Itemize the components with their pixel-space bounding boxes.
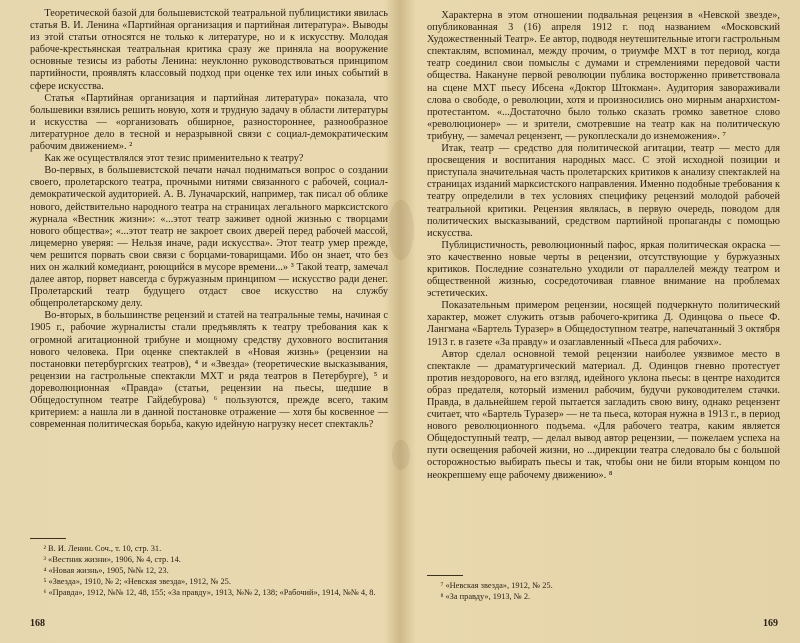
paragraph: Характерна в этом отношении подвальная рецензия в «Невской звезде», опубликованная 3 (16) апреля 1912 г. под названием «Московский Художественный Театр». Ее автор, подводя неутешительные итоги гастрольным спектаклям, вспоминал, между прочим, о триумфе МХТ в тот период, когда театр соединил свои помыслы с думами и стремлениями передовой части общества. Накануне первой революции публика восторженно приветствовала на сцене МХТ пьесу Ибсена «Доктор Штокман». Аудитория завораживали слова о свободе, о революции, хотя и произносились оно мирным анархистом-протестантом. «...Достаточно было только сказать громко заветное слово «революционер» — и зрители, смотревшие на театр как на политическую трибуну, — замечал рецензент, — рукоплескали до изнеможения». ⁷: [427, 10, 780, 142]
footnote: ⁵ «Звезда», 1910, № 2; «Невская звезда», 1912, № 25.: [43, 577, 231, 586]
right-page: [405, 0, 800, 643]
paragraph: Как же осуществлялся этот тезис применительно к театру?: [44, 153, 304, 165]
footnote-rule: [30, 538, 66, 539]
paragraph: Статья «Партийная организация и партийная литература» показала, что большевики взялись решить новую, хотя и трудную задачу в области литературы и искусства — «организовать обширное, разностороннее, разнообразное литературное дело в тесной и неразрывной связи с социал-демократическим рабочим движением». ²: [30, 92, 388, 153]
right-page-body: [427, 10, 780, 482]
footnote: ³ «Вестник жизни», 1906, № 4, стр. 14.: [43, 555, 181, 564]
footnote: ⁸ «За правду», 1913, № 2.: [440, 592, 531, 601]
paragraph: Автор сделал основной темой рецензии наиболее уязвимое место в спектакле — драматургический материал. Д. Одинцов гневно протестует против нездорового, на его взгляд, идейного уклона пьесы: в центре находится образ предателя, который изменил рабочим, будучи руководителем стачки. Правда, в дальнейшем герой пытается загладить свою вину, однако рецензент считает, что «Бартель Туразер» — не та пьеса, которая нужна в 1913 г., в период нового революционного подъема. «Для рабочего театра, каким является Общедоступный театр, — делал вывод автор рецензии, — пожелаем успеха на пути освещения рабочей жизни, но ...дирекции театра следовало бы с большой осторожностью выбирать пьесы и так, чтобы они не били вторым концом по неокрепшему еще рабочему движению». ⁸: [427, 348, 780, 481]
page-number: 169: [763, 618, 778, 629]
footnote: ² В. И. Ленин. Соч., т. 10, стр. 31.: [43, 544, 162, 553]
page-number: 168: [30, 618, 45, 629]
left-page-body: [30, 8, 388, 431]
paragraph: Во-вторых, в большинстве рецензий и статей на театральные темы, начиная с 1905 г., рабочие журналисты стали предъявлять к театру требования как к огромной агитационной трибуне и мощному средству духовного воспитания нового человека. При оценке спектаклей в «Новая жизнь» (рецензии на постановки петербургских театров), ⁴ и «Звезда» (теоретические высказывания, рецензии на гастрольные спектакли МХТ и ряда театров в Петербурге), ⁵ и дореволюционная «Правда» (статьи, рецензии на пьесы, шедшие в Общедоступном театре Гайдебурова) ⁶ пользуются, прежде всего, таким критерием: а нашла ли в данной постановке отражение — хотя бы косвенное — современная политическая борьба, какую идейную нагрузку несет спектакль?: [30, 310, 388, 431]
left-footnotes: [30, 538, 382, 598]
footnote: ⁷ «Невская звезда», 1912, № 25.: [440, 581, 553, 590]
footnote: ⁴ «Новая жизнь», 1905, №№ 12, 23.: [43, 566, 169, 575]
paragraph: Показательным примером рецензии, носящей подчеркнуто политический характер, может служить отзыв рабочего-критика Д. Одинцова о пьесе Ф. Лангмана «Бартель Туразер» в Общедоступном театре, напечатанный 3 октября 1913 г. в газете «За правду» и озаглавленный «Пьеса для рабочих».: [427, 300, 780, 348]
paragraph: Публицистичность, революционный пафос, яркая политическая окраска — это качественно новые черты в рецензии, отсутствующие у буржуазных критиков. Последние сознательно уходили от параллелей между театром и общественной жизнью, сосредоточивая главное внимание на проблемах эстетических.: [427, 239, 780, 300]
paragraph: Во-первых, в большевистской печати начал подниматься вопрос о создании своего, пролетарского театра, прочными нитями связанного с рабочей, социал-демократической аудиторией. А. В. Луначарский, например, так писал об облике нового, действительно народного театра на страницах легального марксистского журнала «Вестник жизни»: «...этот театр заживет одной жизнью с творцами нового общества»; «...этот театр не закроет своих дверей перед рабочей массой, лицемерно уверяя: — Нельзя иначе, ради искусства». Этот театр умер прежде, чем решится порвать свои связи с борцами-товарищами. Ибо он знает, что без них он жалкий комедиант, роющийся в мусоре времени...» ³ Такой театр, замечал далее автор, порвет навсегда с буржуазным принципом — искусство ради денег. Пролетарский театр будущего отдаст свое искусство на службу общепролетарскому делу.: [30, 165, 388, 310]
footnote: ⁶ «Правда», 1912, №№ 12, 48, 155; «За правду», 1913, №№ 2, 138; «Рабочий», 1914, №№ 4, 8.: [43, 588, 376, 597]
right-footnotes: [427, 575, 782, 602]
footnote-rule: [427, 575, 463, 576]
paragraph: Теоретической базой для большевистской театральной публицистики явилась статья В. И. Ленина «Партийная организация и партийная литература». Выводы из этой статьи относятся не только к литературе, но и к искусству. Молодая рабоче-крестьянская театральная критика сразу же приняла на вооружение основные тезисы из работы Ленина: неуклонно руководствоваться принципом партийности, проявлять классовый подход при оценке тех или иных событий в сфере искусства.: [30, 8, 388, 92]
paragraph: Итак, театр — средство для политической агитации, театр — место для просвещения и воспитания народных масс. С этой исходной позиции и приступала значительная часть пролетарских критиков к анализу спектаклей на страницах изданий марксистского направления. Именно подобные требования к театру определили в тех условиях специфику рецензий молодой рабочей театральной критики. Рецензия являлась, в первую очередь, поводом для политических высказываний, средством партийной пропаганды с помощью искусства.: [427, 143, 780, 239]
